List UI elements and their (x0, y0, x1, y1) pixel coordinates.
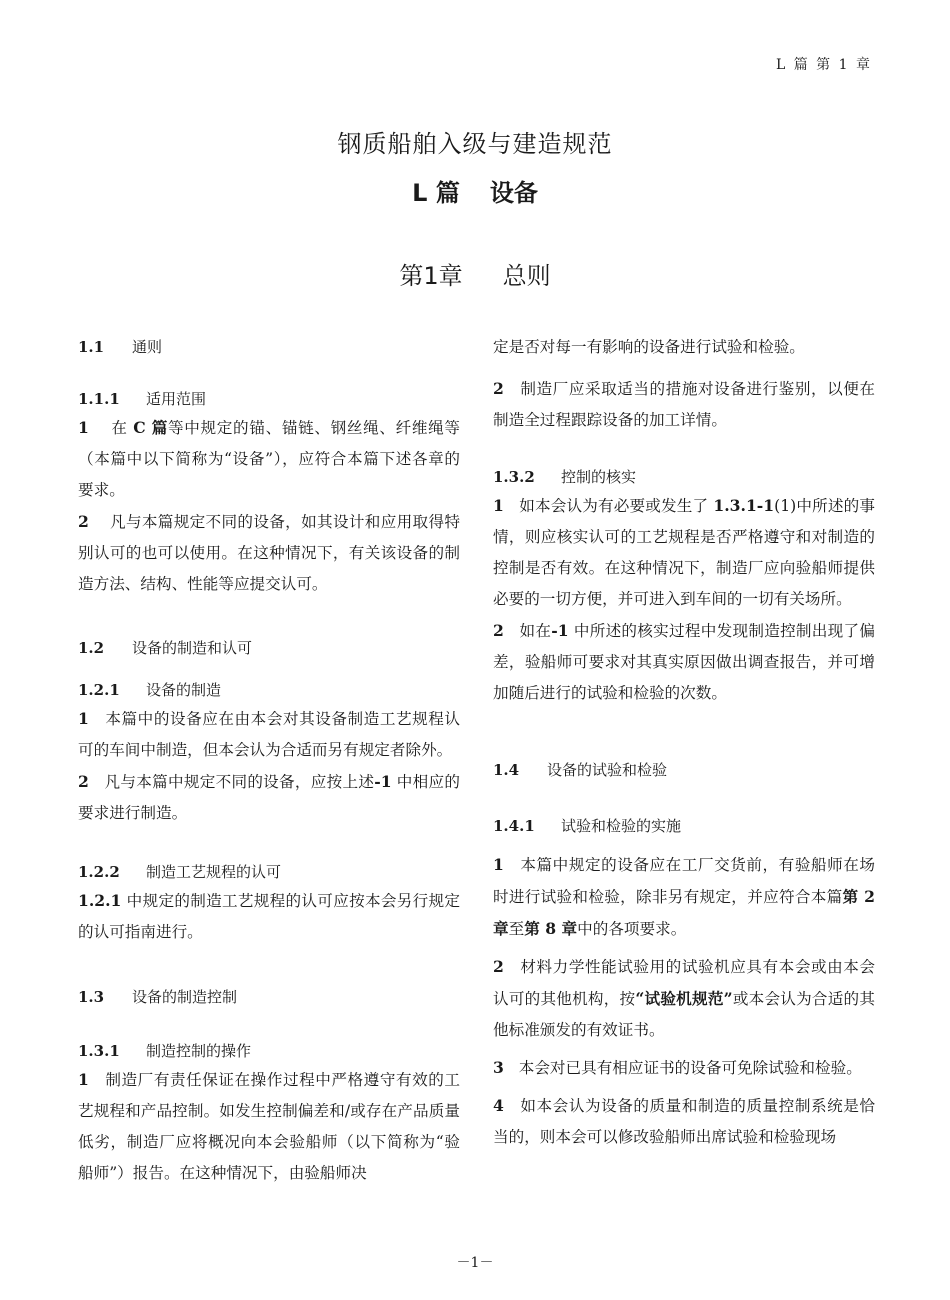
chapter-number: 第1章 (399, 262, 463, 290)
paragraph-continued: 定是否对每一有影响的设备进行试验和检验。 (493, 338, 805, 356)
part-name: 设备 (489, 179, 538, 207)
paragraph: 2 材料力学性能试验用的试验机应具有本会或由本会认可的其他机构，按“试验机规范”或本会认为合适的其他标准颁发的有效证书。 (493, 957, 875, 1039)
section-heading: 1.3 设备的制造控制 (78, 988, 238, 1006)
paragraph: 4 如本会认为设备的质量和制造的质量控制系统是恰当的，则本会可以修改验船师出席试验和检验现场 (493, 1096, 875, 1146)
book-title: 钢质船舶入级与建造规范 (337, 130, 613, 158)
chapter-title (0, 256, 950, 291)
left-column (78, 334, 460, 1189)
part-title (0, 173, 950, 208)
subsection-heading: 1.1.1 适用范围 (78, 390, 207, 408)
running-header: L 篇 第 1 章 (775, 57, 872, 73)
paragraph: 1 制造厂有责任保证在操作过程中严格遵守有效的工艺规程和产品控制。如发生控制偏差和/或存在产品质量低劣，制造厂应将概况向本会验船师（以下简称为“验船师”）报告。在这种情况下，由验船师决 (78, 1070, 460, 1182)
subsection-heading: 1.3.2 控制的核实 (493, 468, 637, 486)
paragraph: 1 在 C 篇等中规定的锚、锚链、钢丝绳、纤维绳等（本篇中以下简称为“设备”），应符合本篇下述各章的要求。 (78, 418, 460, 499)
subsection-heading: 1.2.2 制造工艺规程的认可 (78, 863, 282, 881)
paragraph: 1 本篇中规定的设备应在工厂交货前，有验船师在场时进行试验和检验，除非另有规定，并应符合本篇第 2 章至第 8 章中的各项要求。 (493, 855, 875, 938)
page-number: －1－ (456, 1255, 494, 1271)
subsection-heading: 1.4.1 试验和检验的实施 (493, 817, 682, 835)
paragraph: 3 本会对已具有相应证书的设备可免除试验和检验。 (493, 1058, 862, 1077)
section-heading: 1.4 设备的试验和检验 (493, 761, 668, 779)
right-column (493, 334, 875, 1153)
paragraph: 2 如在-1 中所述的核实过程中发现制造控制出现了偏差，验船师可要求对其真实原因做出调查报告，并可增加随后进行的试验和检验的次数。 (493, 621, 875, 702)
paragraph: 2 凡与本篇中规定不同的设备，应按上述-1 中相应的要求进行制造。 (78, 772, 460, 822)
section-heading: 1.2 设备的制造和认可 (78, 639, 253, 657)
part-number: L 篇 (412, 179, 460, 207)
paragraph: 1 如本会认为有必要或发生了 1.3.1-1(1)中所述的事情，则应核实认可的工艺规程是否严格遵守和对制造的控制是否有效。在这种情况下，制造厂应向验船师提供必要的一切方便，并可进入到车间的一切有关场所。 (493, 496, 875, 608)
subsection-heading: 1.3.1 制造控制的操作 (78, 1042, 252, 1060)
paragraph: 1.2.1 中规定的制造工艺规程的认可应按本会另行规定的认可指南进行。 (78, 891, 460, 941)
subsection-heading: 1.2.1 设备的制造 (78, 681, 222, 699)
chapter-name: 总则 (502, 262, 551, 290)
section-heading: 1.1 通则 (78, 338, 163, 356)
paragraph: 1 本篇中的设备应在由本会对其设备制造工艺规程认可的车间中制造，但本会认为合适而另有规定者除外。 (78, 709, 460, 759)
paragraph: 2 凡与本篇规定不同的设备，如其设计和应用取得特别认可的也可以使用。在这种情况下，有关该设备的制造方法、结构、性能等应提交认可。 (78, 512, 460, 593)
paragraph: 2 制造厂应采取适当的措施对设备进行鉴别，以便在制造全过程跟踪设备的加工详情。 (493, 379, 875, 429)
